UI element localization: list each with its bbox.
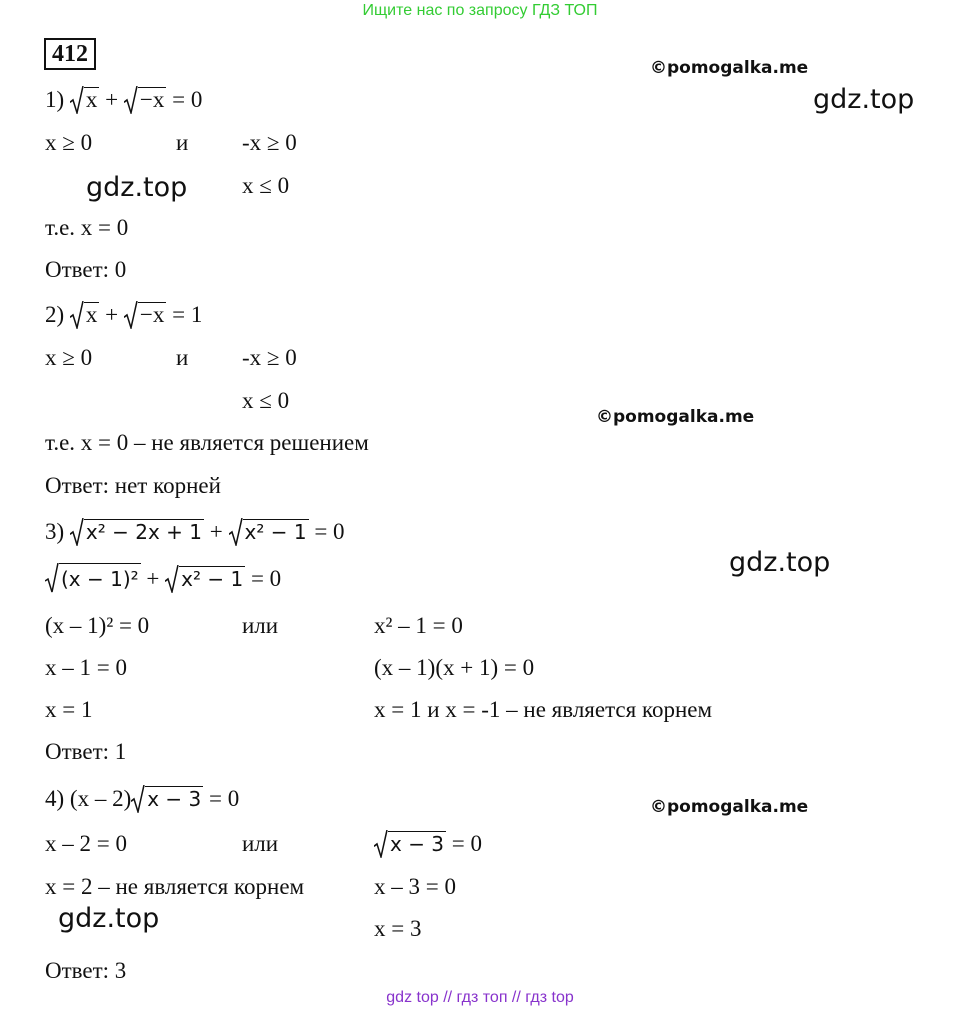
p1-conclusion: т.е. x = 0 [45, 215, 129, 240]
p3-right-3: x = 1 и x = -1 – не является корнем [374, 697, 713, 722]
p2-answer: Ответ: нет корней [45, 473, 221, 498]
p2-cond-1: x ≥ 0 [45, 345, 93, 370]
radical-sign-icon [124, 86, 138, 114]
p3-sqrt-4: x² − 1 [165, 565, 245, 593]
p4-right-2: x – 3 = 0 [374, 874, 456, 899]
p4-sqrt-1: x − 3 [131, 785, 203, 813]
radical-sign-icon [229, 518, 243, 546]
radical-sign-icon [131, 785, 145, 813]
p2-equation: 2) x + −x = 1 [45, 302, 203, 327]
p1-and: и [176, 130, 189, 155]
p3-left-3: x = 1 [45, 697, 93, 722]
p1-cond-3: x ≤ 0 [242, 173, 290, 198]
p3-right-1: x² – 1 = 0 [374, 613, 463, 638]
p4-left-1: x – 2 = 0 [45, 831, 127, 856]
p4-left-2: x = 2 – не является корнем [45, 874, 305, 899]
p3-sqrt-3: (x − 1)² [45, 563, 141, 593]
watermark-pomogalka-1: ©pomogalka.me [650, 58, 809, 78]
p1-cond-2: -x ≥ 0 [242, 130, 297, 155]
p2-conclusion: т.е. x = 0 – не является решением [45, 430, 369, 455]
radical-sign-icon [45, 563, 59, 593]
footer-banner[interactable]: gdz top // гдз топ // гдз top [386, 989, 574, 1006]
watermark-pomogalka-3: ©pomogalka.me [650, 797, 809, 817]
radical-sign-icon [124, 301, 138, 329]
radical-sign-icon [374, 830, 388, 858]
radical-sign-icon [70, 301, 84, 329]
p3-sqrt-1: x² − 2x + 1 [70, 518, 204, 546]
p2-sqrt-1: x [70, 301, 100, 329]
p1-cond-1: x ≥ 0 [45, 130, 93, 155]
watermark-gdz-1: gdz.top [813, 84, 915, 115]
p4-answer: Ответ: 3 [45, 958, 127, 983]
p3-right-2: (x – 1)(x + 1) = 0 [374, 655, 535, 680]
watermark-gdz-4: gdz.top [58, 903, 160, 934]
p4-or: или [242, 831, 279, 856]
p4-right-3: x = 3 [374, 916, 422, 941]
p1-lead: 1) [45, 87, 65, 112]
p3-left-2: x – 1 = 0 [45, 655, 127, 680]
p3-answer: Ответ: 1 [45, 739, 127, 764]
radical-sign-icon [70, 86, 84, 114]
watermark-gdz-2: gdz.top [86, 172, 188, 203]
p1-equation: 1) x + −x = 0 [45, 87, 203, 112]
top-banner[interactable]: Ищите нас по запросу ГДЗ ТОП [362, 2, 598, 19]
p1-answer: Ответ: 0 [45, 257, 127, 282]
watermark-pomogalka-2: ©pomogalka.me [596, 407, 755, 427]
p1-sqrt-1: x [70, 86, 100, 114]
p3-equation: 3) x² − 2x + 1 + x² − 1 = 0 [45, 519, 345, 544]
p4-equation: 4) (x – 2) x − 3 = 0 [45, 786, 240, 811]
problem-number: 412 [44, 38, 96, 70]
watermark-gdz-3: gdz.top [729, 547, 831, 578]
p3-sqrt-2: x² − 1 [229, 518, 309, 546]
p3-or: или [242, 613, 279, 638]
p2-cond-3: x ≤ 0 [242, 388, 290, 413]
p2-cond-2: -x ≥ 0 [242, 345, 297, 370]
p3-left-1: (x – 1)² = 0 [45, 613, 150, 638]
p3-equation-2: (x − 1)² + x² − 1 = 0 [45, 563, 281, 593]
p2-and: и [176, 345, 189, 370]
p2-sqrt-2: −x [124, 301, 166, 329]
p4-sqrt-2: x − 3 [374, 830, 446, 858]
p1-sqrt-2: −x [124, 86, 166, 114]
radical-sign-icon [70, 518, 84, 546]
radical-sign-icon [165, 565, 179, 593]
p4-right-1: x − 3 = 0 [374, 830, 482, 858]
